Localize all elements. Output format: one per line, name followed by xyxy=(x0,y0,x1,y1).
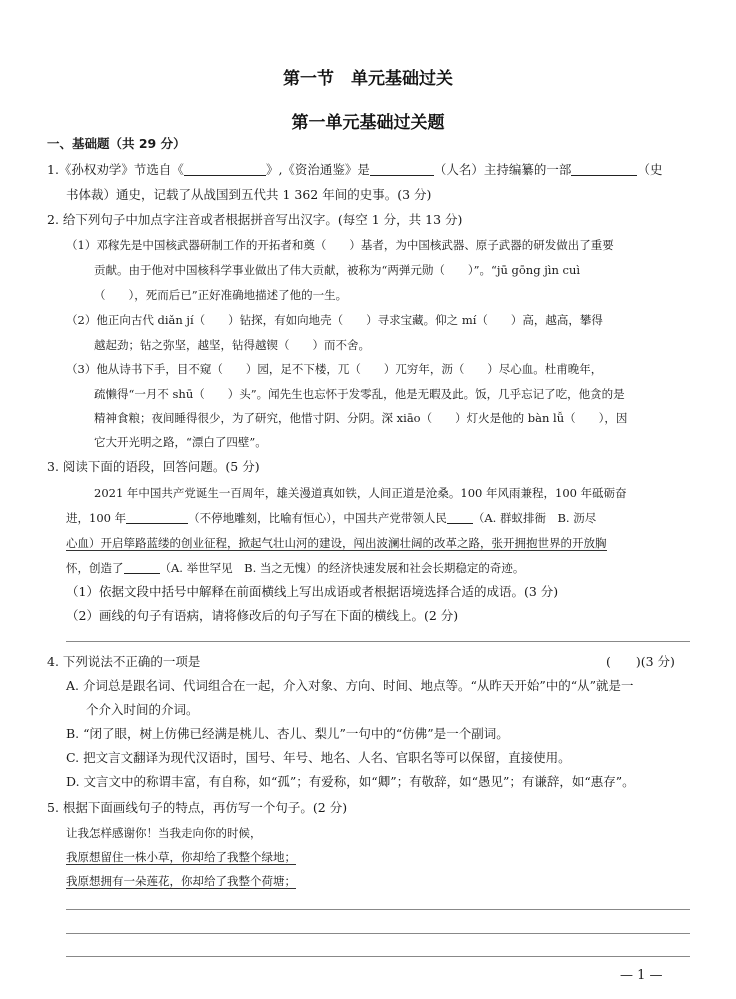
q2-s3-line2: 疏懒得“一月不 shū（ ）头”。闻先生也忘怀于发零乱，他是无暇及此。饭，几乎忘记了吃，他贪的是 xyxy=(94,387,625,401)
q1-text-d: （史 xyxy=(637,162,663,177)
q3-para-line4 xyxy=(66,560,524,576)
q5-underlined-1: 我原想留住一株小草，你却给了我整个绿地； xyxy=(66,850,296,864)
q1-blank-author[interactable] xyxy=(370,163,434,176)
q5-line3 xyxy=(66,873,296,889)
q4-option-d: D. 文言文中的称谓丰富，有自称，如“孤”；有爱称，如“卿”；有敬辞，如“愚见”；有谦辞，如“惠存”。 xyxy=(66,774,635,789)
q3-l4-text-a: 怀，创造了 xyxy=(66,561,124,575)
q3-para-line1: 2021 年中国共产党诞生一百周年，雄关漫道真如铁，人间正道是沧桑。100 年风雨兼程，100 年砥砺奋 xyxy=(94,486,627,500)
q3-blank-idiom3[interactable] xyxy=(124,561,160,574)
q1-blank-genre[interactable] xyxy=(571,163,637,176)
q5-underlined-2: 我原想拥有一朵莲花，你却给了我整个荷塘； xyxy=(66,874,296,888)
exam-title: 第一单元基础过关题 xyxy=(291,113,445,133)
q2-s3-line1: （3）他从诗书下手，目不窥（ ）园，足不下楼，兀（ ）兀穷年，沥（ ）尽心血。杜甫晚年， xyxy=(66,362,603,376)
q4-score: ( )(3 分) xyxy=(606,654,675,669)
q2-s2-line1: （2）他正向古代 diǎn jí（ ）钻探，有如向地壳（ ）寻求宝藏。仰之 mí（ ）高，越高，攀得 xyxy=(66,313,603,327)
q3-blank-idiom1[interactable] xyxy=(126,511,188,524)
q2-s1-line2: 贡献。由于他对中国核科学事业做出了伟大贡献，被称为“两弹元勋（ ）”。“jū gōng jìn cuì xyxy=(94,263,581,277)
q2-s1-line1: （1）邓稼先是中国核武器研制工作的开拓者和奠（ ）基者，为中国核武器、原子武器的研发做出了重要 xyxy=(66,238,614,252)
q5-stem: 5. 根据下面画线句子的特点，再仿写一个句子。(2 分) xyxy=(47,800,348,815)
q3-l4-text-b: （A. 举世罕见 B. 当之无愧）的经济快速发展和社会长期稳定的奇迹。 xyxy=(159,561,525,575)
q2-s3-line3: 精神食粮；夜间睡得很少，为了研究，他惜寸阴、分阴。深 xiāo（ ）灯火是他的 bàn lǚ（ ），因 xyxy=(94,411,628,425)
q1-text-c: （人名）主持编纂的一部 xyxy=(433,162,572,177)
q1-line2: 书体裁）通史，记载了从战国到五代共 1 362 年间的史事。(3 分) xyxy=(66,187,432,202)
q2-s2-line2: 越起劲；钻之弥坚，越坚，钻得越锲（ ）而不舍。 xyxy=(94,338,370,352)
q3-para-line3 xyxy=(66,535,607,551)
q3-l2-text-a: 进，100 年 xyxy=(66,511,127,525)
q3-l2-text-b: （不停地雕刻，比喻有恒心），中国共产党带领人民 xyxy=(188,511,447,525)
q3-blank-idiom2[interactable] xyxy=(447,511,473,524)
q4-stem: 4. 下列说法不正确的一项是 xyxy=(47,654,201,669)
q3-underlined-sentence: 心血）开启筚路蓝缕的创业征程，掀起气壮山河的建设，闯出波澜壮阔的改革之路，张开拥抱世界的开放胸 xyxy=(66,536,607,550)
q2-s1-line3: （ ），死而后已”正好准确地描述了他的一生。 xyxy=(94,288,348,302)
q2-s3-line4: 它大开光明之路，“漂白了四壁”。 xyxy=(94,435,267,449)
q4-option-a-line1: A. 介词总是跟名词、代词组合在一起，介入对象、方向、时间、地点等。“从昨天开始”中的“从”就是一 xyxy=(66,678,634,693)
q5-answer-line-1[interactable] xyxy=(66,909,690,910)
q3-sub1: （1）依据文段中括号中解释在前面横线上写出成语或者根据语境选择合适的成语。(3 分) xyxy=(66,584,559,599)
q1-blank-source[interactable] xyxy=(184,163,266,176)
q4-option-c: C. 把文言文翻译为现代汉语时，国号、年号、地名、人名、官职名等可以保留，直接使用。 xyxy=(66,750,571,765)
q1-text-a: 1.《孙权劝学》节选自《 xyxy=(47,162,184,177)
q1-line1 xyxy=(47,162,662,178)
q3-sub2: （2）画线的句子有语病，请将修改后的句子写在下面的横线上。(2 分) xyxy=(66,608,459,623)
page-number: — 1 — xyxy=(620,968,663,983)
q5-answer-line-3[interactable] xyxy=(66,956,690,957)
q3-l2-text-c: （A. 群蚁排衙 B. 沥尽 xyxy=(472,511,597,525)
q4-option-b: B. “闭了眼，树上仿佛已经满是桃儿、杏儿、梨儿”一句中的“仿佛”是一个副词。 xyxy=(66,726,509,741)
q1-text-b: 》,《资治通鉴》是 xyxy=(265,162,370,177)
q3-stem: 3. 阅读下面的语段，回答问题。(5 分) xyxy=(47,459,260,474)
q5-line1: 让我怎样感谢你！当我走向你的时候， xyxy=(66,826,262,840)
section-title: 第一节 单元基础过关 xyxy=(283,69,453,89)
q4-option-a-line2: 个介入时间的介词。 xyxy=(86,702,199,717)
q3-answer-line[interactable] xyxy=(66,641,690,642)
q5-answer-line-2[interactable] xyxy=(66,933,690,934)
q2-stem: 2. 给下列句子中加点字注音或者根据拼音写出汉字。(每空 1 分，共 13 分) xyxy=(47,212,463,227)
q3-para-line2 xyxy=(66,510,596,526)
q5-line2 xyxy=(66,849,296,865)
part1-heading: 一、基础题（共 29 分） xyxy=(47,136,186,151)
